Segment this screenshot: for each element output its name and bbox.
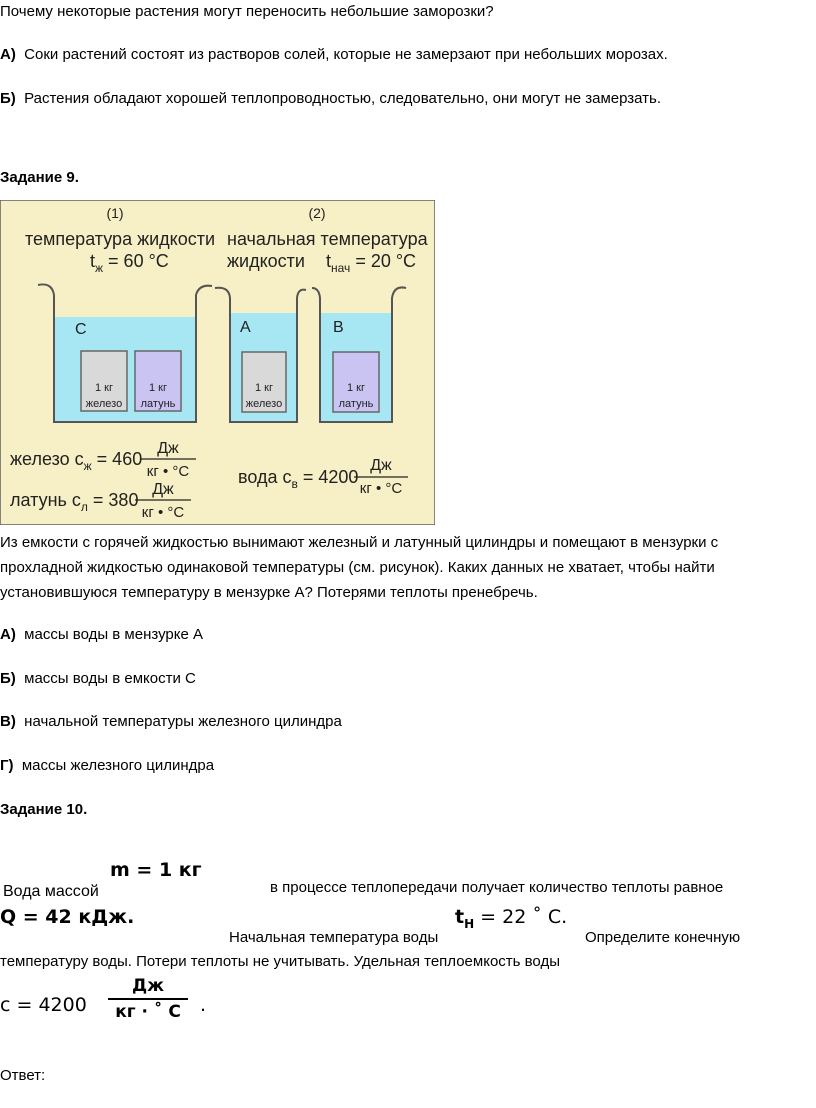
svg-text:1 кг: 1 кг	[95, 382, 113, 394]
water-c-formula: вода $c_в = 4200$	[238, 467, 359, 491]
svg-text:железо: железо	[245, 398, 283, 410]
label-1: (1)	[106, 205, 124, 221]
receives-text: в процессе теплопередачи получает количество теплоты равное	[270, 879, 724, 896]
svg-text:Дж: Дж	[157, 440, 179, 457]
beaker-a-label: A	[240, 319, 251, 336]
option-label: А)	[0, 46, 16, 63]
option-b	[0, 89, 661, 109]
label-2: (2)	[308, 205, 326, 221]
svg-text:1 кг: 1 кг	[347, 382, 365, 394]
svg-text:кг • °C: кг • °C	[146, 463, 190, 480]
svg-text:Дж: Дж	[370, 457, 392, 474]
task10-heading: Задание 10.	[0, 801, 88, 818]
svg-text:Дж: Дж	[152, 481, 174, 498]
option-label: Б)	[0, 90, 16, 107]
svg-text:железо: железо	[85, 398, 123, 410]
c-formula: c = 4200	[0, 994, 87, 1016]
task9-option-a: А) массы воды в мензурке А	[0, 626, 203, 643]
answer-label: Ответ:	[0, 1067, 46, 1084]
right-temp: $t_{нач} = 20$ °C	[326, 251, 417, 275]
right-title-2: жидкости	[227, 251, 305, 271]
container-c-label: C	[75, 321, 87, 338]
option-text: Растения обладают хорошей теплопроводностью, следовательно, они могут не замерзать.	[24, 90, 662, 107]
svg-text:кг • °C: кг • °C	[359, 480, 403, 497]
c-end: .	[200, 994, 207, 1016]
mass-formula: m = 1 кг	[110, 859, 202, 881]
left-temp: $t_ж = 60$ °C	[90, 251, 169, 275]
right-title-1: начальная температура	[227, 229, 428, 249]
task9-option-c: В) начальной температуры железного цилиндра	[0, 713, 342, 730]
iron-c-formula: железо $c_ж = 460$	[10, 449, 143, 473]
beaker-b-label: B	[333, 319, 344, 336]
task9-option-b: Б) массы воды в емкости С	[0, 670, 196, 687]
task9-text-line-2: прохладной жидкостью одинаковой температуры (см. рисунок). Каких данных не хватает, чтобы найти	[0, 559, 715, 576]
task9-text-line-1: Из емкости с горячей жидкостью вынимают железный и латунный цилиндры и помещают в мензурки с	[0, 534, 719, 551]
left-title: температура жидкости	[25, 229, 216, 249]
task9-text-line-3: установившуюся температуру в мензурке А? Потерями теплоты пренебречь.	[0, 584, 538, 601]
task10-line-2: температуру воды. Потери теплоты не учитывать. Удельная теплоемкость воды	[0, 953, 560, 970]
svg-text:кг • °C: кг • °C	[141, 504, 185, 521]
initial-temp-label: Начальная температура воды	[229, 929, 439, 946]
task9-option-d: Г) массы железного цилиндра	[0, 757, 215, 774]
option-text: Соки растений состоят из растворов солей, которые не замерзают при небольших морозах.	[24, 46, 668, 63]
water-mass-label: Вода массой	[3, 883, 99, 900]
svg-text:1 кг: 1 кг	[255, 382, 273, 394]
calorimetry-figure	[0, 200, 435, 525]
c-unit-fraction: Дж кг · ˚ C	[108, 976, 188, 1022]
option-a	[0, 45, 668, 65]
task9-heading: Задание 9.	[0, 169, 79, 186]
svg-text:латунь: латунь	[338, 398, 374, 410]
question-text: Почему некоторые растения могут переносить небольшие заморозки?	[0, 3, 494, 20]
t-formula: $t_H = 22$ ˚ C.	[455, 906, 568, 931]
svg-text:1 кг: 1 кг	[149, 382, 167, 394]
brass-c-formula: латунь $c_л = 380$	[10, 490, 139, 514]
determine-text: Определите конечную	[585, 929, 741, 946]
svg-text:латунь: латунь	[140, 398, 176, 410]
q-formula: Q = 42 кДж.	[0, 906, 135, 928]
